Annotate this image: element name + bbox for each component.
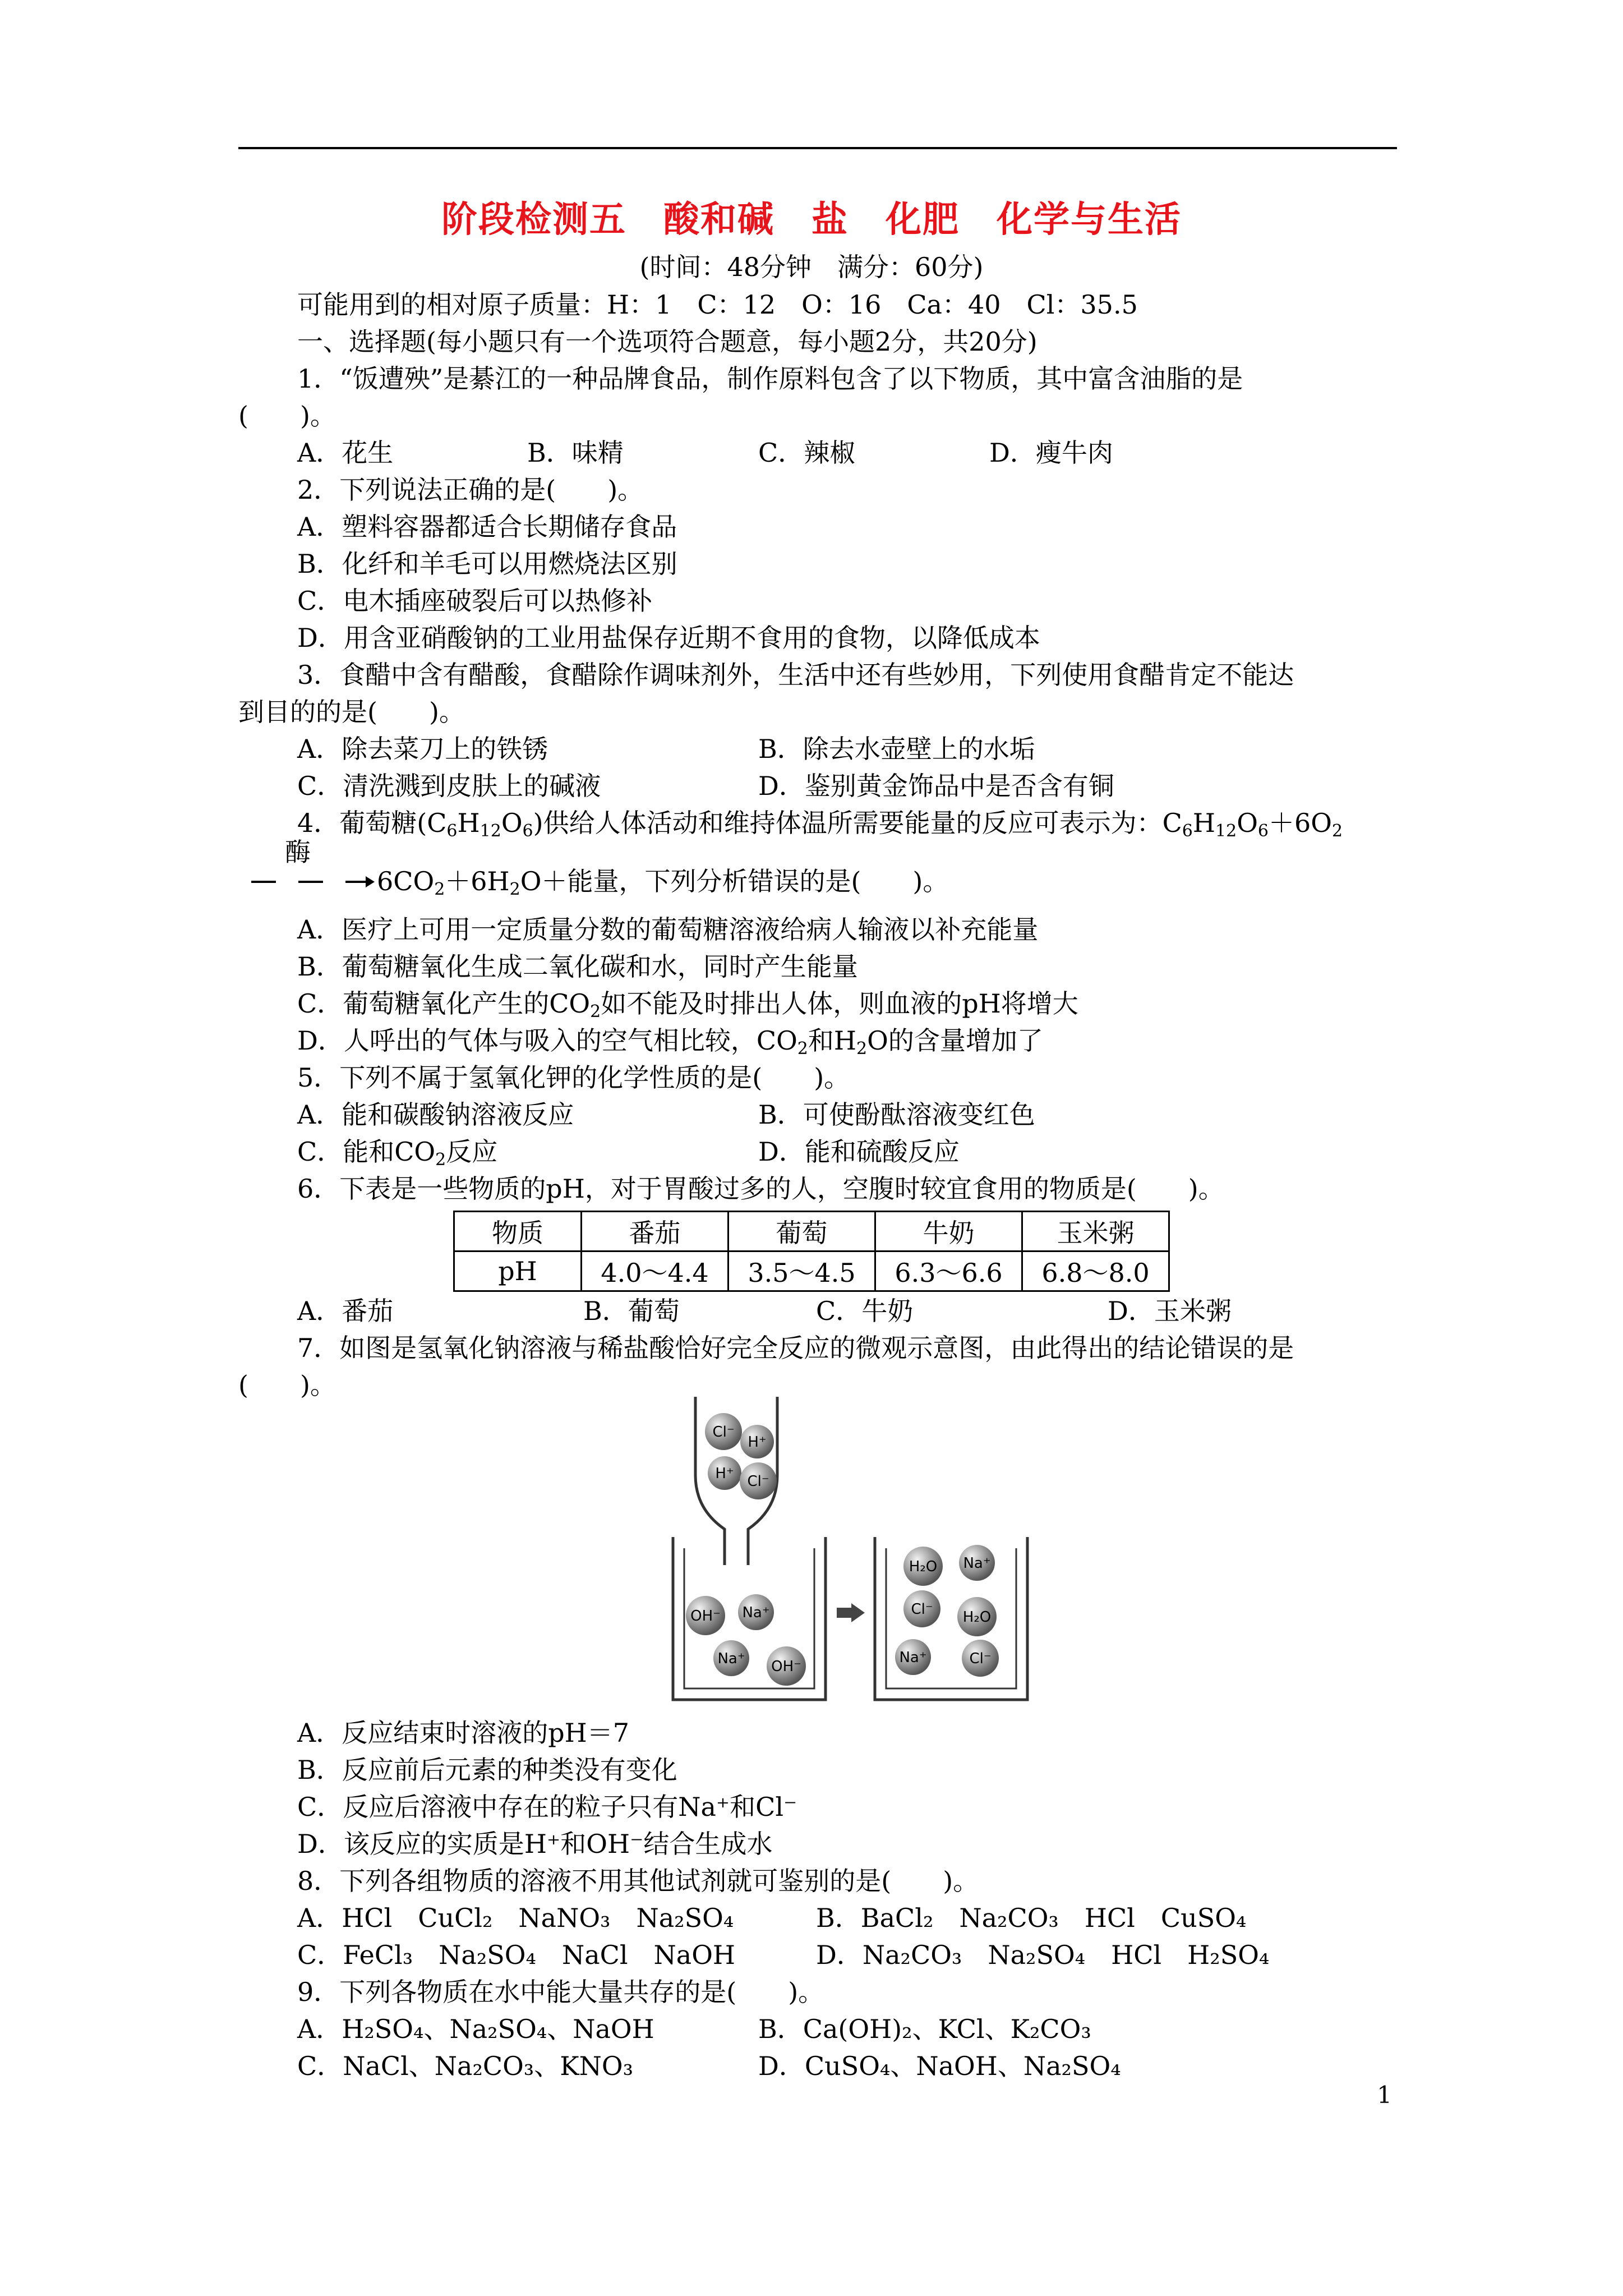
atomic-masses: 可能用到的相对原子质量：H：1 C：12 O：16 Ca：40 Cl：35.5 <box>297 289 1138 320</box>
q2-option-b: B．化纤和羊毛可以用燃烧法区别 <box>297 549 677 579</box>
q8-option-b: B．BaCl₂ Na₂CO₃ HCl CuSO₄ <box>816 1903 1247 1933</box>
q1-stem-cont: ( )。 <box>238 401 336 431</box>
table-cell: 6.8～8.0 <box>1022 1251 1169 1291</box>
q4-option-a: A．医疗上可用一定质量分数的葡萄糖溶液给病人输液以补充能量 <box>297 914 1039 945</box>
q4-option-c: C．葡萄糖氧化产生的$CO_2$如不能及时排出人体，则血液的pH将增大 <box>297 988 1078 1022</box>
q8-option-d: D．Na₂CO₃ Na₂SO₄ HCl H₂SO₄ <box>816 1940 1270 1970</box>
page-subtitle: (时间：48分钟 满分：60分) <box>639 252 984 282</box>
q8-option-a: A．HCl CuCl₂ NaNO₃ Na₂SO₄ <box>297 1903 734 1933</box>
table-cell: 番茄 <box>582 1212 728 1251</box>
ion-na <box>713 1640 749 1676</box>
q7-stem: 7．如图是氢氧化钠溶液与稀盐酸恰好完全反应的微观示意图，由此得出的结论错误的是 <box>297 1333 1294 1363</box>
q9-option-d: D．CuSO₄、NaOH、Na₂SO₄ <box>758 2051 1121 2081</box>
q7-option-b: B．反应前后元素的种类没有变化 <box>297 1755 677 1785</box>
q1-option-a: A．花生 <box>297 438 394 468</box>
ion-h <box>708 1456 741 1490</box>
q3-option-d: D．鉴别黄金饰品中是否含有铜 <box>758 771 1114 801</box>
q2-option-a: A．塑料容器都适合长期储存食品 <box>297 512 677 542</box>
header-rule <box>238 147 1397 149</box>
q4-option-b: B．葡萄糖氧化生成二氧化碳和水，同时产生能量 <box>297 951 858 982</box>
svg-text:Cl⁻: Cl⁻ <box>969 1650 992 1667</box>
page-number: 1 <box>1377 2081 1392 2109</box>
svg-text:Na⁺: Na⁺ <box>717 1650 745 1667</box>
section-heading: 一、选择题(每小题只有一个选项符合题意，每小题2分，共20分) <box>297 326 1038 357</box>
table-cell: 葡萄 <box>728 1212 875 1251</box>
page-title: 阶段检测五 酸和碱 盐 化肥 化学与生活 <box>441 199 1182 241</box>
ion-na <box>738 1594 774 1630</box>
q5-option-b: B．可使酚酞溶液变红色 <box>758 1099 1035 1130</box>
molecule-h2o <box>903 1547 943 1586</box>
reaction-diagram <box>662 1397 1032 1711</box>
svg-text:Cl⁻: Cl⁻ <box>747 1473 769 1490</box>
q7-stem-cont: ( )。 <box>238 1370 336 1400</box>
table-cell: pH <box>454 1251 582 1291</box>
q5-stem: 5．下列不属于氢氧化钾的化学性质的是( )。 <box>297 1062 850 1093</box>
svg-text:H₂O: H₂O <box>909 1558 938 1575</box>
svg-text:Na⁺: Na⁺ <box>899 1649 927 1666</box>
q1-option-b: B．味精 <box>527 438 624 468</box>
q7-option-a: A．反应结束时溶液的pH＝7 <box>297 1718 630 1748</box>
q9-option-c: C．NaCl、Na₂CO₃、KNO₃ <box>297 2051 634 2081</box>
arrow-right-icon <box>837 1603 865 1622</box>
svg-text:OH⁻: OH⁻ <box>690 1608 721 1625</box>
table-row <box>454 1251 1169 1291</box>
svg-text:Cl⁻: Cl⁻ <box>911 1601 933 1618</box>
q1-option-d: D．瘦牛肉 <box>989 438 1113 468</box>
table-cell: 玉米粥 <box>1022 1212 1169 1251</box>
q2-stem: 2．下列说法正确的是( )。 <box>297 475 644 505</box>
q9-option-b: B．Ca(OH)₂、KCl、K₂CO₃ <box>758 2014 1091 2044</box>
svg-text:H⁺: H⁺ <box>748 1434 767 1451</box>
q9-option-a: A．H₂SO₄、Na₂SO₄、NaOH <box>297 2014 654 2044</box>
table-cell: 6.3～6.6 <box>875 1251 1022 1291</box>
svg-text:Na⁺: Na⁺ <box>963 1555 991 1572</box>
ion-cl <box>962 1640 999 1677</box>
ion-na <box>895 1639 931 1675</box>
q8-stem: 8．下列各组物质的溶液不用其他试剂就可鉴别的是( )。 <box>297 1866 979 1896</box>
q6-option-c: C．牛奶 <box>816 1296 914 1326</box>
q8-option-c: C．FeCl₃ Na₂SO₄ NaCl NaOH <box>297 1940 736 1970</box>
ion-oh <box>686 1596 725 1635</box>
reaction-arrow <box>247 868 376 891</box>
molecule-h2o <box>957 1597 997 1636</box>
q3-stem: 3．食醋中含有醋酸，食醋除作调味剂外，生活中还有些妙用，下列使用食醋肯定不能达 <box>297 660 1294 690</box>
svg-text:H⁺: H⁺ <box>715 1465 734 1482</box>
q6-option-d: D．玉米粥 <box>1108 1296 1232 1326</box>
q3-stem-cont: 到目的的是( )。 <box>238 697 465 727</box>
q4-stem: 4．葡萄糖$(C_6H_{12}O_6)$供给人体活动和维持体温所需要能量的反应可表示为：$C_6H_{12}O_6+6O_2$ <box>297 808 1343 841</box>
table-cell: 牛奶 <box>875 1212 1022 1251</box>
beaker-after <box>875 1537 1027 1700</box>
q4-stem-cont: $6CO_2+6H_2O+$能量，下列分析错误的是( )。 <box>377 866 949 899</box>
ion-cl <box>903 1590 940 1627</box>
q3-option-b: B．除去水壶壁上的水垢 <box>758 734 1035 764</box>
q5-option-a: A．能和碳酸钠溶液反应 <box>297 1099 574 1130</box>
table-row <box>454 1212 1169 1251</box>
ion-oh <box>767 1646 806 1686</box>
table-cell: 4.0～4.4 <box>582 1251 728 1291</box>
ion-cl <box>740 1462 777 1499</box>
q1-option-c: C．辣椒 <box>758 438 856 468</box>
q6-option-a: A．番茄 <box>297 1296 394 1326</box>
table-cell: 3.5～4.5 <box>728 1251 875 1291</box>
q1-stem: 1．“饭遭殃”是綦江的一种品牌食品，制作原料包含了以下物质，其中富含油脂的是 <box>297 364 1243 394</box>
q3-option-c: C．清洗溅到皮肤上的碱液 <box>297 771 601 801</box>
svg-text:H₂O: H₂O <box>962 1609 992 1626</box>
ph-table <box>453 1211 1170 1292</box>
q7-option-c: C．反应后溶液中存在的粒子只有Na⁺和Cl⁻ <box>297 1792 797 1822</box>
ion-cl <box>705 1413 742 1450</box>
q4-option-d: D．人呼出的气体与吸入的空气相比较，$CO_2$和$H_2O$的含量增加了 <box>297 1025 1043 1059</box>
svg-text:OH⁻: OH⁻ <box>771 1658 801 1675</box>
q3-option-a: A．除去菜刀上的铁锈 <box>297 734 548 764</box>
q2-option-d: D．用含亚硝酸钠的工业用盐保存近期不食用的食物，以降低成本 <box>297 623 1040 653</box>
q5-option-c: C．能和$CO_2$反应 <box>297 1137 498 1170</box>
ion-na <box>959 1545 995 1581</box>
q2-option-c: C．电木插座破裂后可以热修补 <box>297 586 653 616</box>
q5-option-d: D．能和硫酸反应 <box>758 1137 960 1167</box>
table-cell: 物质 <box>454 1212 582 1251</box>
q9-stem: 9．下列各物质在水中能大量共存的是( )。 <box>297 1977 824 2007</box>
q7-option-d: D．该反应的实质是H⁺和OH⁻结合生成水 <box>297 1829 773 1859</box>
q6-option-b: B．葡萄 <box>583 1296 680 1326</box>
enzyme-label: 酶 <box>285 837 311 867</box>
svg-text:Cl⁻: Cl⁻ <box>712 1424 735 1441</box>
q6-stem: 6．下表是一些物质的pH，对于胃酸过多的人，空腹时较宜食用的物质是( )。 <box>297 1174 1224 1204</box>
svg-text:Na⁺: Na⁺ <box>742 1604 770 1621</box>
ion-h <box>740 1425 774 1458</box>
